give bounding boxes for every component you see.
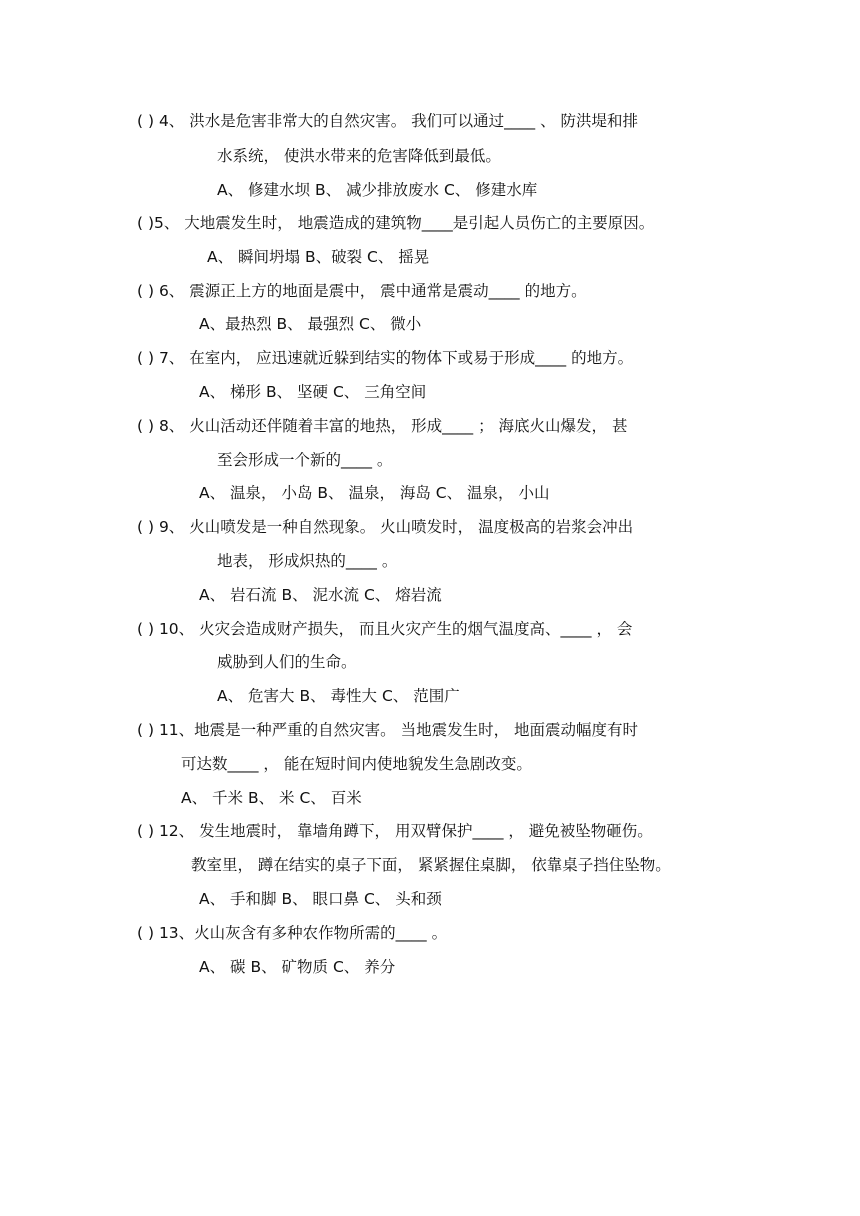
q10-stem: ( ) 10、 火灾会造成财产损失， 而且火灾产生的烟气温度高、____ ， 会 xyxy=(137,620,633,638)
q6-stem: ( ) 6、 震源正上方的地面是震中， 震中通常是震动____ 的地方。 xyxy=(137,282,587,300)
q10-stem-cont: 威胁到人们的生命。 xyxy=(217,653,357,671)
q11-options: A、 千米 B、 米 C、 百米 xyxy=(181,789,362,807)
q7-options: A、 梯形 B、 坚硬 C、 三角空间 xyxy=(199,383,427,401)
q12-stem-cont: 教室里， 蹲在结实的桌子下面， 紧紧握住桌脚， 依靠桌子挡住坠物。 xyxy=(191,856,671,874)
q9-stem-cont: 地表， 形成炽热的____ 。 xyxy=(217,552,398,570)
q10-options: A、 危害大 B、 毒性大 C、 范围广 xyxy=(217,687,460,705)
q9-stem: ( ) 9、 火山喷发是一种自然现象。 火山喷发时， 温度极高的岩浆会冲出 xyxy=(137,518,634,536)
q8-options: A、 温泉， 小岛 B、 温泉， 海岛 C、 温泉， 小山 xyxy=(199,484,550,502)
q8-stem-cont: 至会形成一个新的____ 。 xyxy=(217,451,393,469)
q12-stem: ( ) 12、 发生地震时， 靠墙角蹲下， 用双臂保护____ ， 避免被坠物砸伤。 xyxy=(137,822,653,840)
q6-options: A、最热烈 B、 最强烈 C、 微小 xyxy=(199,315,422,333)
q9-options: A、 岩石流 B、 泥水流 C、 熔岩流 xyxy=(199,586,442,604)
q5-stem: ( )5、 大地震发生时， 地震造成的建筑物____是引起人员伤亡的主要原因。 xyxy=(137,214,655,232)
q11-stem: ( ) 11、地震是一种严重的自然灾害。 当地震发生时， 地面震动幅度有时 xyxy=(137,721,639,739)
q8-stem: ( ) 8、 火山活动还伴随着丰富的地热， 形成____ ； 海底火山爆发， 甚 xyxy=(137,417,628,435)
q7-stem: ( ) 7、 在室内， 应迅速就近躲到结实的物体下或易于形成____ 的地方。 xyxy=(137,349,634,367)
q4-stem: ( ) 4、 洪水是危害非常大的自然灾害。 我们可以通过____ 、 防洪堤和排 xyxy=(137,112,639,130)
q11-stem-cont: 可达数____ ， 能在短时间内使地貌发生急剧改变。 xyxy=(181,755,532,773)
q4-stem-cont: 水系统， 使洪水带来的危害降低到最低。 xyxy=(217,147,501,165)
q13-stem: ( ) 13、火山灰含有多种农作物所需的____ 。 xyxy=(137,924,448,942)
q5-options: A、 瞬间坍塌 B、破裂 C、 摇晃 xyxy=(207,248,430,266)
q13-options: A、 碳 B、 矿物质 C、 养分 xyxy=(199,958,396,976)
q12-options: A、 手和脚 B、 眼口鼻 C、 头和颈 xyxy=(199,890,442,908)
q4-options: A、 修建水坝 B、 减少排放废水 C、 修建水库 xyxy=(217,181,538,199)
